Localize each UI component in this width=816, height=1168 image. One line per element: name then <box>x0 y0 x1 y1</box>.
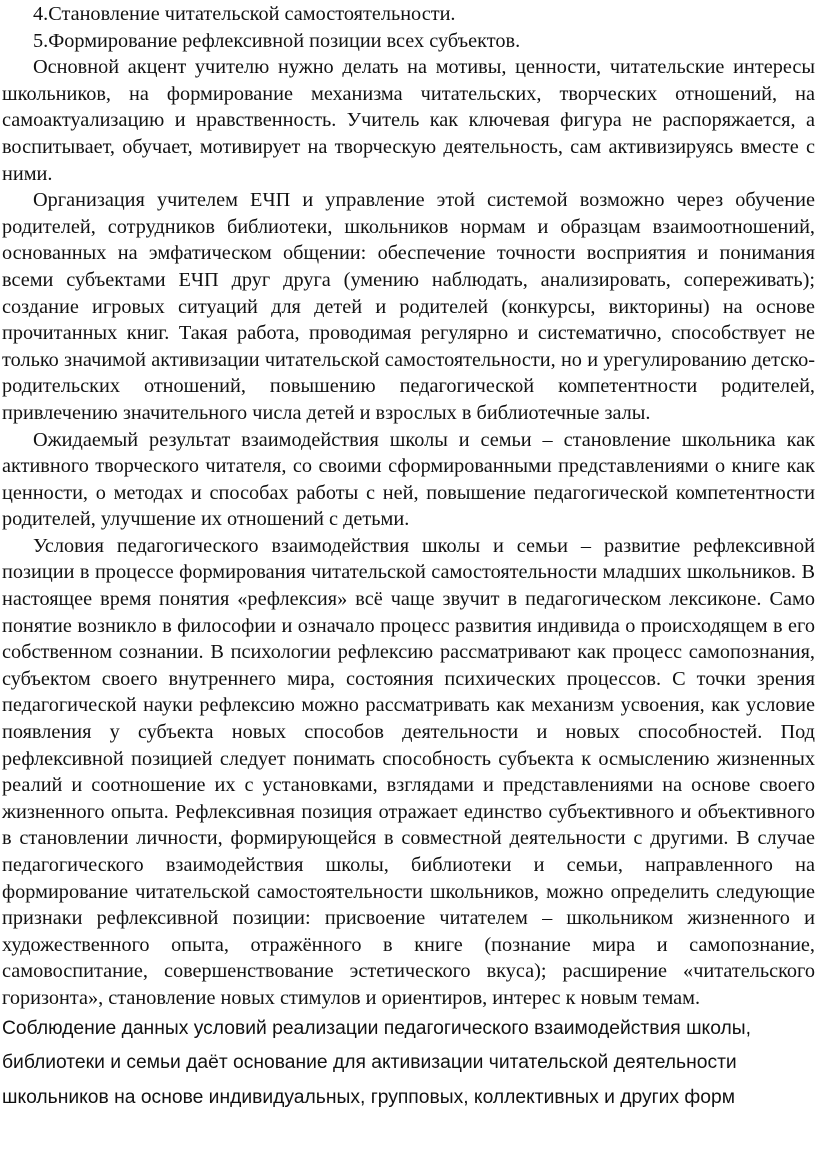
closing-section <box>2 1012 815 1116</box>
closing-paragraph: Соблюдение данных условий реализации педагогического взаимодействия школы, библиотеки и семьи даёт основание для активизации читательской деятельности школьников на основе индивидуальных, групповых, коллективных и других форм <box>2 1017 751 1108</box>
body-paragraph: Ожидаемый результат взаимодействия школы и семьи – становление школьника как активного творческого читателя, со своими сформированными представлениями о книге как ценности, о методах и способах работы с ней, повышение педагогической компетентности родителей, улучшение их отношений с детьми. <box>2 428 815 531</box>
body-paragraph: Основной акцент учителю нужно делать на мотивы, ценности, читательские интересы школьников, на формирование механизма читательских, творческих отношений, на самоактуализацию и нравственность. Учитель как ключевая фигура не распоряжается, а воспитывает, обучает, мотивирует на творческую деятельность, сам активизируясь вместе с ними. <box>2 56 815 185</box>
document-body <box>2 1 815 1012</box>
list-item: 4.Становление читательской самостоятельности. <box>33 3 456 25</box>
body-paragraph: Организация учителем ЕЧП и управление этой системой возможно через обучение родителей, сотрудников библиотеки, школьников нормам и образцам взаимоотношений, основанных на эмфатическом общении: обеспечение точности восприятия и понимания всеми субъектами ЕЧП друг друга (умению наблюдать, анализировать, сопереживать); создание игровых ситуаций для детей и родителей (конкурсы, викторины) на основе прочитанных книг. Такая работа, проводимая регулярно и систематично, способствует не только значимой активизации читательской самостоятельности, но и урегулированию детско-родительских отношений, повышению педагогической компетентности родителей, привлечению значительного числа детей и взрослых в библиотечные залы. <box>2 189 815 424</box>
list-item: 5.Формирование рефлексивной позиции всех субъектов. <box>33 29 521 52</box>
document-page <box>2 0 815 1115</box>
body-paragraph: Условия педагогического взаимодействия школы и семьи – развитие рефлексивной позиции в процессе формирования читательской самостоятельности младших школьников. В настоящее время понятия «рефлексия» всё чаще звучит в педагогическом лексиконе. Само понятие возникло в философии и означало процесс развития индивида о происходящем в его собственном сознании. В психологии рефлексию рассматривают как процесс самопознания, субъектом своего внутреннего мира, состояния психических процессов. С точки зрения педагогической науки рефлексию можно рассматривать как механизм усвоения, как условие появления у субъекта новых способов деятельности и новых способностей. Под рефлексивной позицией следует понимать способность субъекта к осмыслению жизненных реалий и соотношение их с установками, взглядами и представлениями на основе своего жизненного опыта. Рефлексивная позиция отражает единство субъективного и объективного в становлении личности, формирующейся в совместной деятельности с другими. В случае педагогического взаимодействия школы, библиотеки и семьи, направленного на формирование читательской самостоятельности школьников, можно определить следующие признаки рефлексивной позиции: присвоение читателем – школьником жизненного и художественного опыта, отражённого в книге (познание мира и самопознание, самовоспитание, совершенствование эстетического вкуса); расширение «читательского горизонта», становление новых стимулов и ориентиров, интерес к новым темам. <box>2 534 815 1009</box>
